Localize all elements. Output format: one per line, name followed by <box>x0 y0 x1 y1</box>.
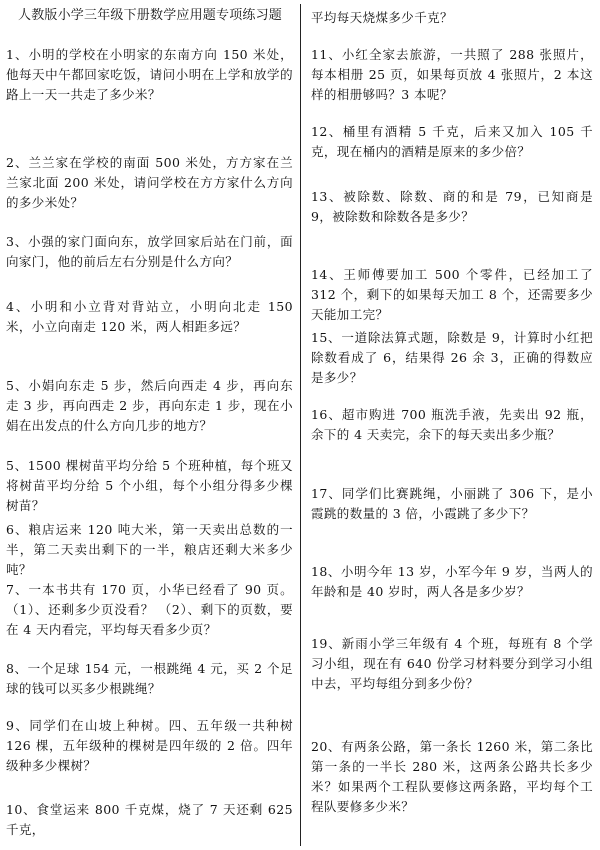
question-20: 20、有两条公路，第一条长 1260 米，第二条比第一条的一半长 280 米，这两条公路共长多少米？如果两个工程队要修这两条路，平均每个工程队要修多少米？ <box>311 739 593 814</box>
right-column <box>311 0 593 850</box>
question-10-continuation: 平均每天烧煤多少千克？ <box>311 10 453 25</box>
question-19: 19、新雨小学三年级有 4 个班，每班有 8 个学习小组，现在有 640 份学习材料要分到学习小组中去，平均每组分到多少份？ <box>311 636 593 691</box>
question-15: 15、一道除法算式题，除数是 9，计算时小红把除数看成了 6，结果得 26 余 3，正确的得数应是多少？ <box>311 330 593 385</box>
question-9: 9、同学们在山坡上种树。四、五年级一共种树 126 棵，五年级种的棵树是四年级的 2 倍。四年级种多少棵树？ <box>6 718 293 773</box>
question-1: 1、小明的学校在小明家的东南方向 150 米处，他每天中午都回家吃饭，请问小明在上学和放学的路上一天一共走了多少米？ <box>6 47 293 102</box>
question-18: 18、小明今年 13 岁，小军今年 9 岁，当两人的年龄和是 40 岁时，两人各是多少岁？ <box>311 564 593 599</box>
left-column <box>6 0 293 850</box>
question-14: 14、王师傅要加工 500 个零件，已经加工了 312 个，剩下的如果每天加工 8 个，还需要多少天能加工完？ <box>311 267 593 322</box>
question-17: 17、同学们比赛跳绳，小丽跳了 306 下，是小霞跳的数量的 3 倍，小霞跳了多少下？ <box>311 486 593 521</box>
question-5: 5、小娟向东走 5 步，然后向西走 4 步，再向东走 3 步，再向西走 2 步，再向东走 1 步，现在小娟在出发点的什么方向几步的地方？ <box>6 378 293 433</box>
question-13: 13、被除数、除数、商的和是 79，已知商是 9，被除数和除数各是多少？ <box>311 189 593 224</box>
question-2: 2、兰兰家在学校的南面 500 米处，方方家在兰兰家北面 200 米处，请问学校在方方家什么方向的多少米处？ <box>6 155 293 210</box>
page-title: 人教版小学三年级下册数学应用题专项练习题 <box>18 8 283 23</box>
question-12: 12、桶里有酒精 5 千克，后来又加入 105 千克，现在桶内的酒精是原来的多少倍？ <box>311 124 593 159</box>
column-divider <box>300 4 301 846</box>
question-6: 6、粮店运来 120 吨大米，第一天卖出总数的一半，第二天卖出剩下的一半，粮店还剩大米多少吨？ <box>6 522 293 577</box>
question-11: 11、小红全家去旅游，一共照了 288 张照片，每本相册 25 页，如果每页放 4 张照片，2 本这样的相册够吗？3 本呢？ <box>311 47 593 102</box>
question-16: 16、超市购进 700 瓶洗手液，先卖出 92 瓶，余下的 4 天卖完，余下的每天卖出多少瓶？ <box>311 407 593 442</box>
question-5b: 5、1500 棵树苗平均分给 5 个班种植，每个班又将树苗平均分给 5 个小组，每个小组分得多少棵树苗？ <box>6 458 293 513</box>
question-8: 8、一个足球 154 元，一根跳绳 4 元，买 2 个足球的钱可以买多少根跳绳？ <box>6 661 293 696</box>
question-10: 10、食堂运来 800 千克煤，烧了 7 天还剩 625 千克， <box>6 802 293 837</box>
question-3: 3、小强的家门面向东，放学回家后站在门前，面向家门，他的前后左右分别是什么方向？ <box>6 234 293 269</box>
question-7: 7、一本书共有 170 页，小华已经看了 90 页。（1）、还剩多少页没看？ （2）、剩下的页数，要在 4 天内看完，平均每天看多少页？ <box>6 582 293 637</box>
question-4: 4、小明和小立背对背站立，小明向北走 150 米，小立向南走 120 米，两人相距多远？ <box>6 299 293 334</box>
